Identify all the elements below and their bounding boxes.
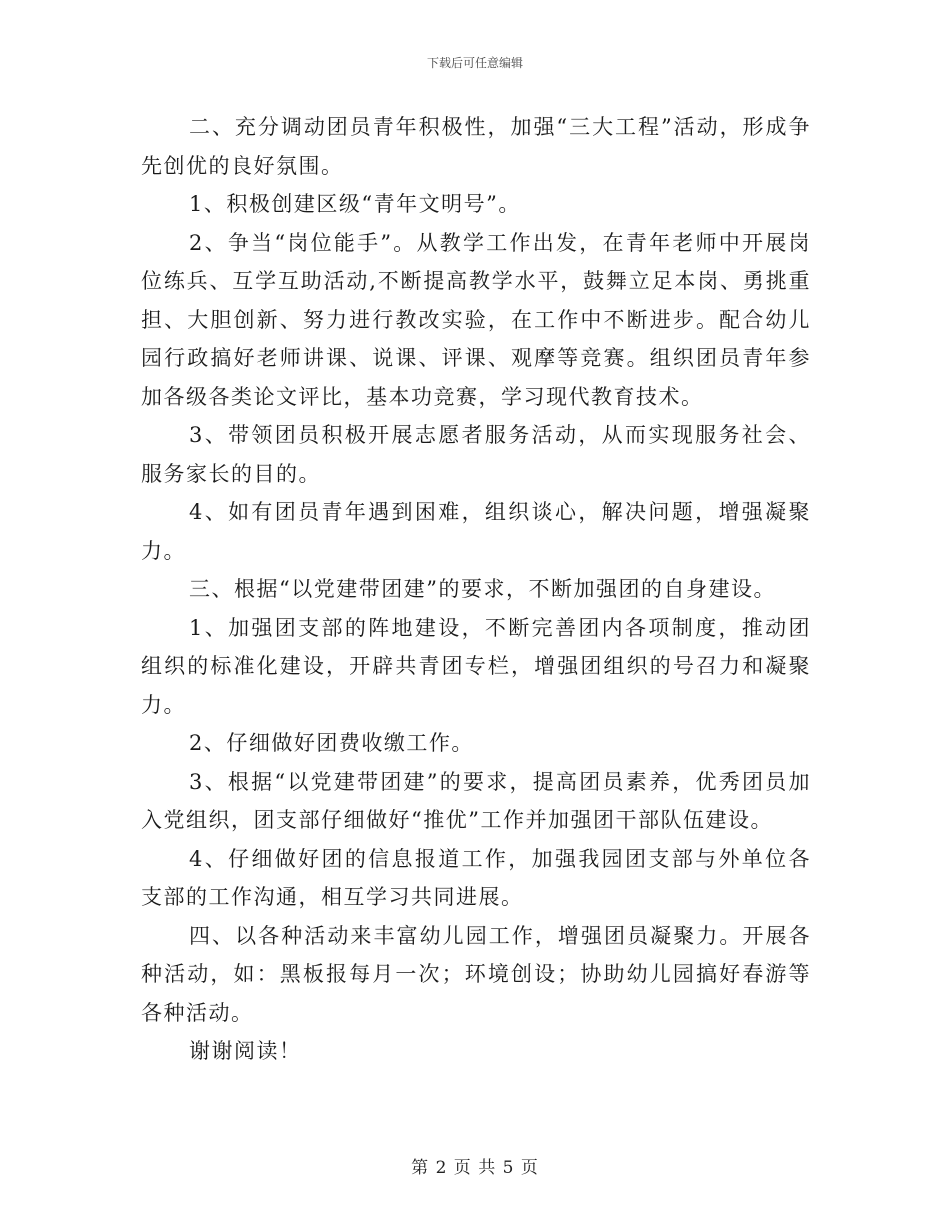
section-three-heading: 三、根据“以党建带团建”的要求，不断加强团的自身建设。: [189, 577, 776, 601]
paragraph-item: 4、如有团员青年遇到困难，组织谈心，解决问题，增强凝聚力。: [141, 500, 811, 563]
paragraph-item: 2、仔细做好团费收缴工作。: [189, 731, 474, 755]
section-four-paragraph: 四、以各种活动来丰富幼儿园工作，增强团员凝聚力。开展各种活动，如：黑板报每月一次；环境创设；协助幼儿园搞好春游等各种活动。: [141, 923, 811, 1025]
page-number-footer: 第 2 页 共 5 页: [411, 1158, 539, 1178]
section-two-heading: 二、充分调动团员青年积极性，加强“三大工程”活动，形成争先创优的良好氛围。: [141, 115, 811, 178]
paragraph-item: 3、根据“以党建带团建”的要求，提高团员素养，优秀团员加入党组织，团支部仔细做好“推优”工作并加强团干部队伍建设。: [141, 769, 811, 832]
document-body: [141, 108, 811, 1071]
paragraph-item: 2、争当“岗位能手”。从教学工作出发，在青年老师中开展岗位练兵、互学互助活动,不断提高教学水平，鼓舞立足本岗、勇挑重担、大胆创新、努力进行教改实验，在工作中不断进步。配合幼儿园行政搞好老师讲课、说课、评课、观摩等竞赛。组织团员青年参加各级各类论文评比，基本功竞赛，学习现代教育技术。: [141, 230, 811, 409]
paragraph-item: 1、积极创建区级“青年文明号”。: [189, 192, 521, 216]
paragraph-item: 4、仔细做好团的信息报道工作，加强我园团支部与外单位各支部的工作沟通，相互学习共同进展。: [141, 846, 811, 909]
closing-line: 谢谢阅读！: [189, 1039, 302, 1063]
paragraph-item: 3、带领团员积极开展志愿者服务活动，从而实现服务社会、服务家长的目的。: [141, 423, 811, 486]
paragraph-item: 1、加强团支部的阵地建设，不断完善团内各项制度，推动团组织的标准化建设，开辟共青团专栏，增强团组织的号召力和凝聚力。: [141, 615, 811, 717]
page-header: 下载后可任意编辑: [426, 56, 523, 70]
